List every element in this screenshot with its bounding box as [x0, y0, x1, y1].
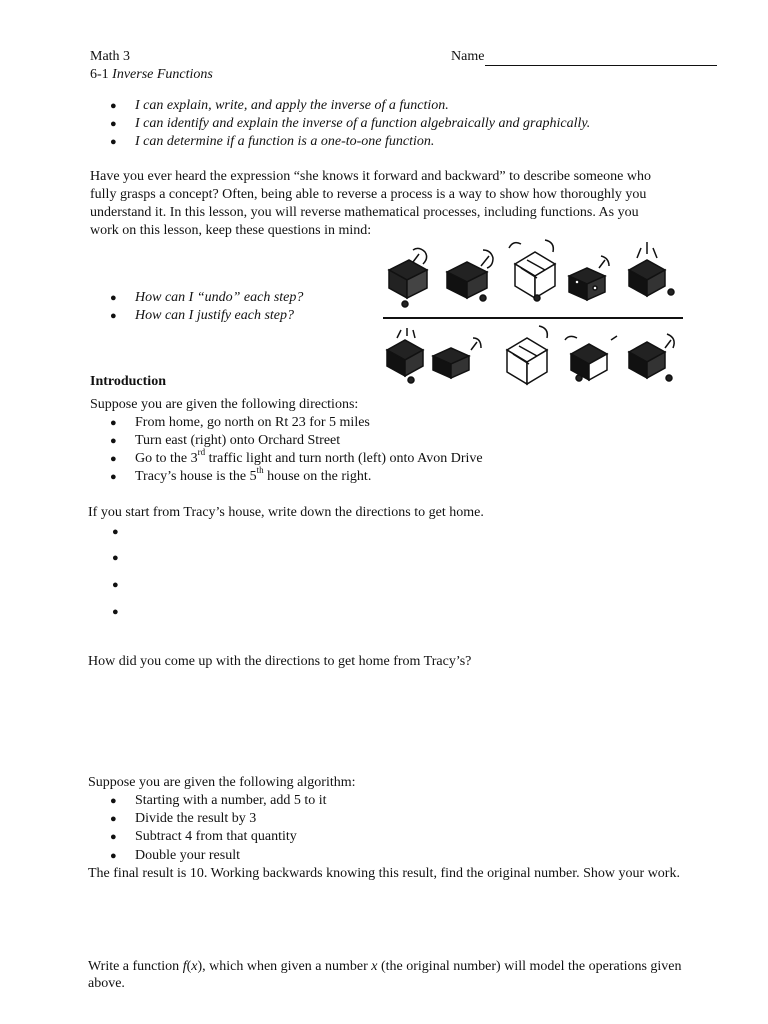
algorithm-lead: Suppose you are given the following algorithm: — [88, 775, 356, 790]
algorithm-step: Double your result — [135, 848, 240, 863]
name-blank-line[interactable] — [485, 51, 717, 66]
bullet: ● — [110, 795, 117, 807]
bullet: ● — [110, 453, 117, 465]
algorithm-step: Subtract 4 from that quantity — [135, 829, 297, 844]
question-item: How can I “undo” each step? — [135, 290, 304, 305]
bullet: ● — [110, 813, 117, 825]
bullet: ● — [110, 292, 117, 304]
bullet: ● — [110, 435, 117, 447]
objective-item: I can explain, write, and apply the inverse of a function. — [135, 98, 449, 113]
bullet: ● — [110, 850, 117, 862]
intro-paragraph — [90, 168, 705, 240]
reverse-directions-prompt: If you start from Tracy’s house, write down the directions to get home. — [88, 505, 484, 520]
name-field[interactable] — [451, 48, 717, 66]
function-prompt: Write a function f(x), which when given a number x (the original number) will model the operations given — [88, 959, 682, 974]
direction-item: Go to the 3rd traffic light and turn north (left) onto Avon Drive — [135, 447, 483, 466]
forward-backward-illustration — [375, 234, 690, 392]
algorithm-step: Starting with a number, add 5 to it — [135, 793, 327, 808]
lesson-title — [90, 66, 213, 84]
bullet: ● — [110, 471, 117, 483]
lesson-number: 6-1 — [90, 67, 109, 82]
objective-item: I can identify and explain the inverse of a function algebraically and graphically. — [135, 116, 591, 131]
intro-line: Have you ever heard the expression “she knows it forward and backward” to describe someone who — [90, 169, 651, 184]
question-item: How can I justify each step? — [135, 308, 295, 323]
directions-lead: Suppose you are given the following directions: — [90, 397, 359, 412]
objective-item: I can determine if a function is a one-to-one function. — [135, 134, 435, 149]
algorithm-step: Divide the result by 3 — [135, 811, 257, 826]
bullet: ● — [110, 831, 117, 843]
bullet: ● — [110, 100, 117, 112]
answer-bullet[interactable]: ● — [112, 526, 119, 538]
direction-item: Turn east (right) onto Orchard Street — [135, 433, 341, 448]
intro-line: understand it. In this lesson, you will reverse mathematical processes, including functions. As you — [90, 205, 639, 220]
how-prompt: How did you come up with the directions to get home from Tracy’s? — [88, 654, 472, 669]
lesson-name: Inverse Functions — [112, 67, 213, 82]
intro-line: fully grasps a concept? Often, being able to reverse a process is a way to show how thoroughly you — [90, 187, 647, 202]
name-label: Name — [451, 49, 485, 64]
function-prompt-continued: above. — [88, 976, 125, 991]
answer-bullet[interactable]: ● — [112, 606, 119, 618]
forward-sequence — [389, 240, 674, 307]
bullet: ● — [110, 310, 117, 322]
bullet: ● — [110, 118, 117, 130]
answer-bullet[interactable]: ● — [112, 552, 119, 564]
bullet: ● — [110, 136, 117, 148]
direction-item: Tracy’s house is the 5th house on the right. — [135, 465, 372, 484]
course-label: Math 3 — [90, 49, 131, 64]
backward-sequence — [387, 326, 674, 384]
answer-bullet[interactable]: ● — [112, 579, 119, 591]
introduction-heading: Introduction — [90, 374, 166, 389]
intro-line: work on this lesson, keep these questions in mind: — [90, 223, 372, 238]
final-result-prompt: The final result is 10. Working backwards knowing this result, find the original number. Show your work. — [88, 866, 680, 881]
bullet: ● — [110, 417, 117, 429]
direction-item: From home, go north on Rt 23 for 5 miles — [135, 415, 370, 430]
